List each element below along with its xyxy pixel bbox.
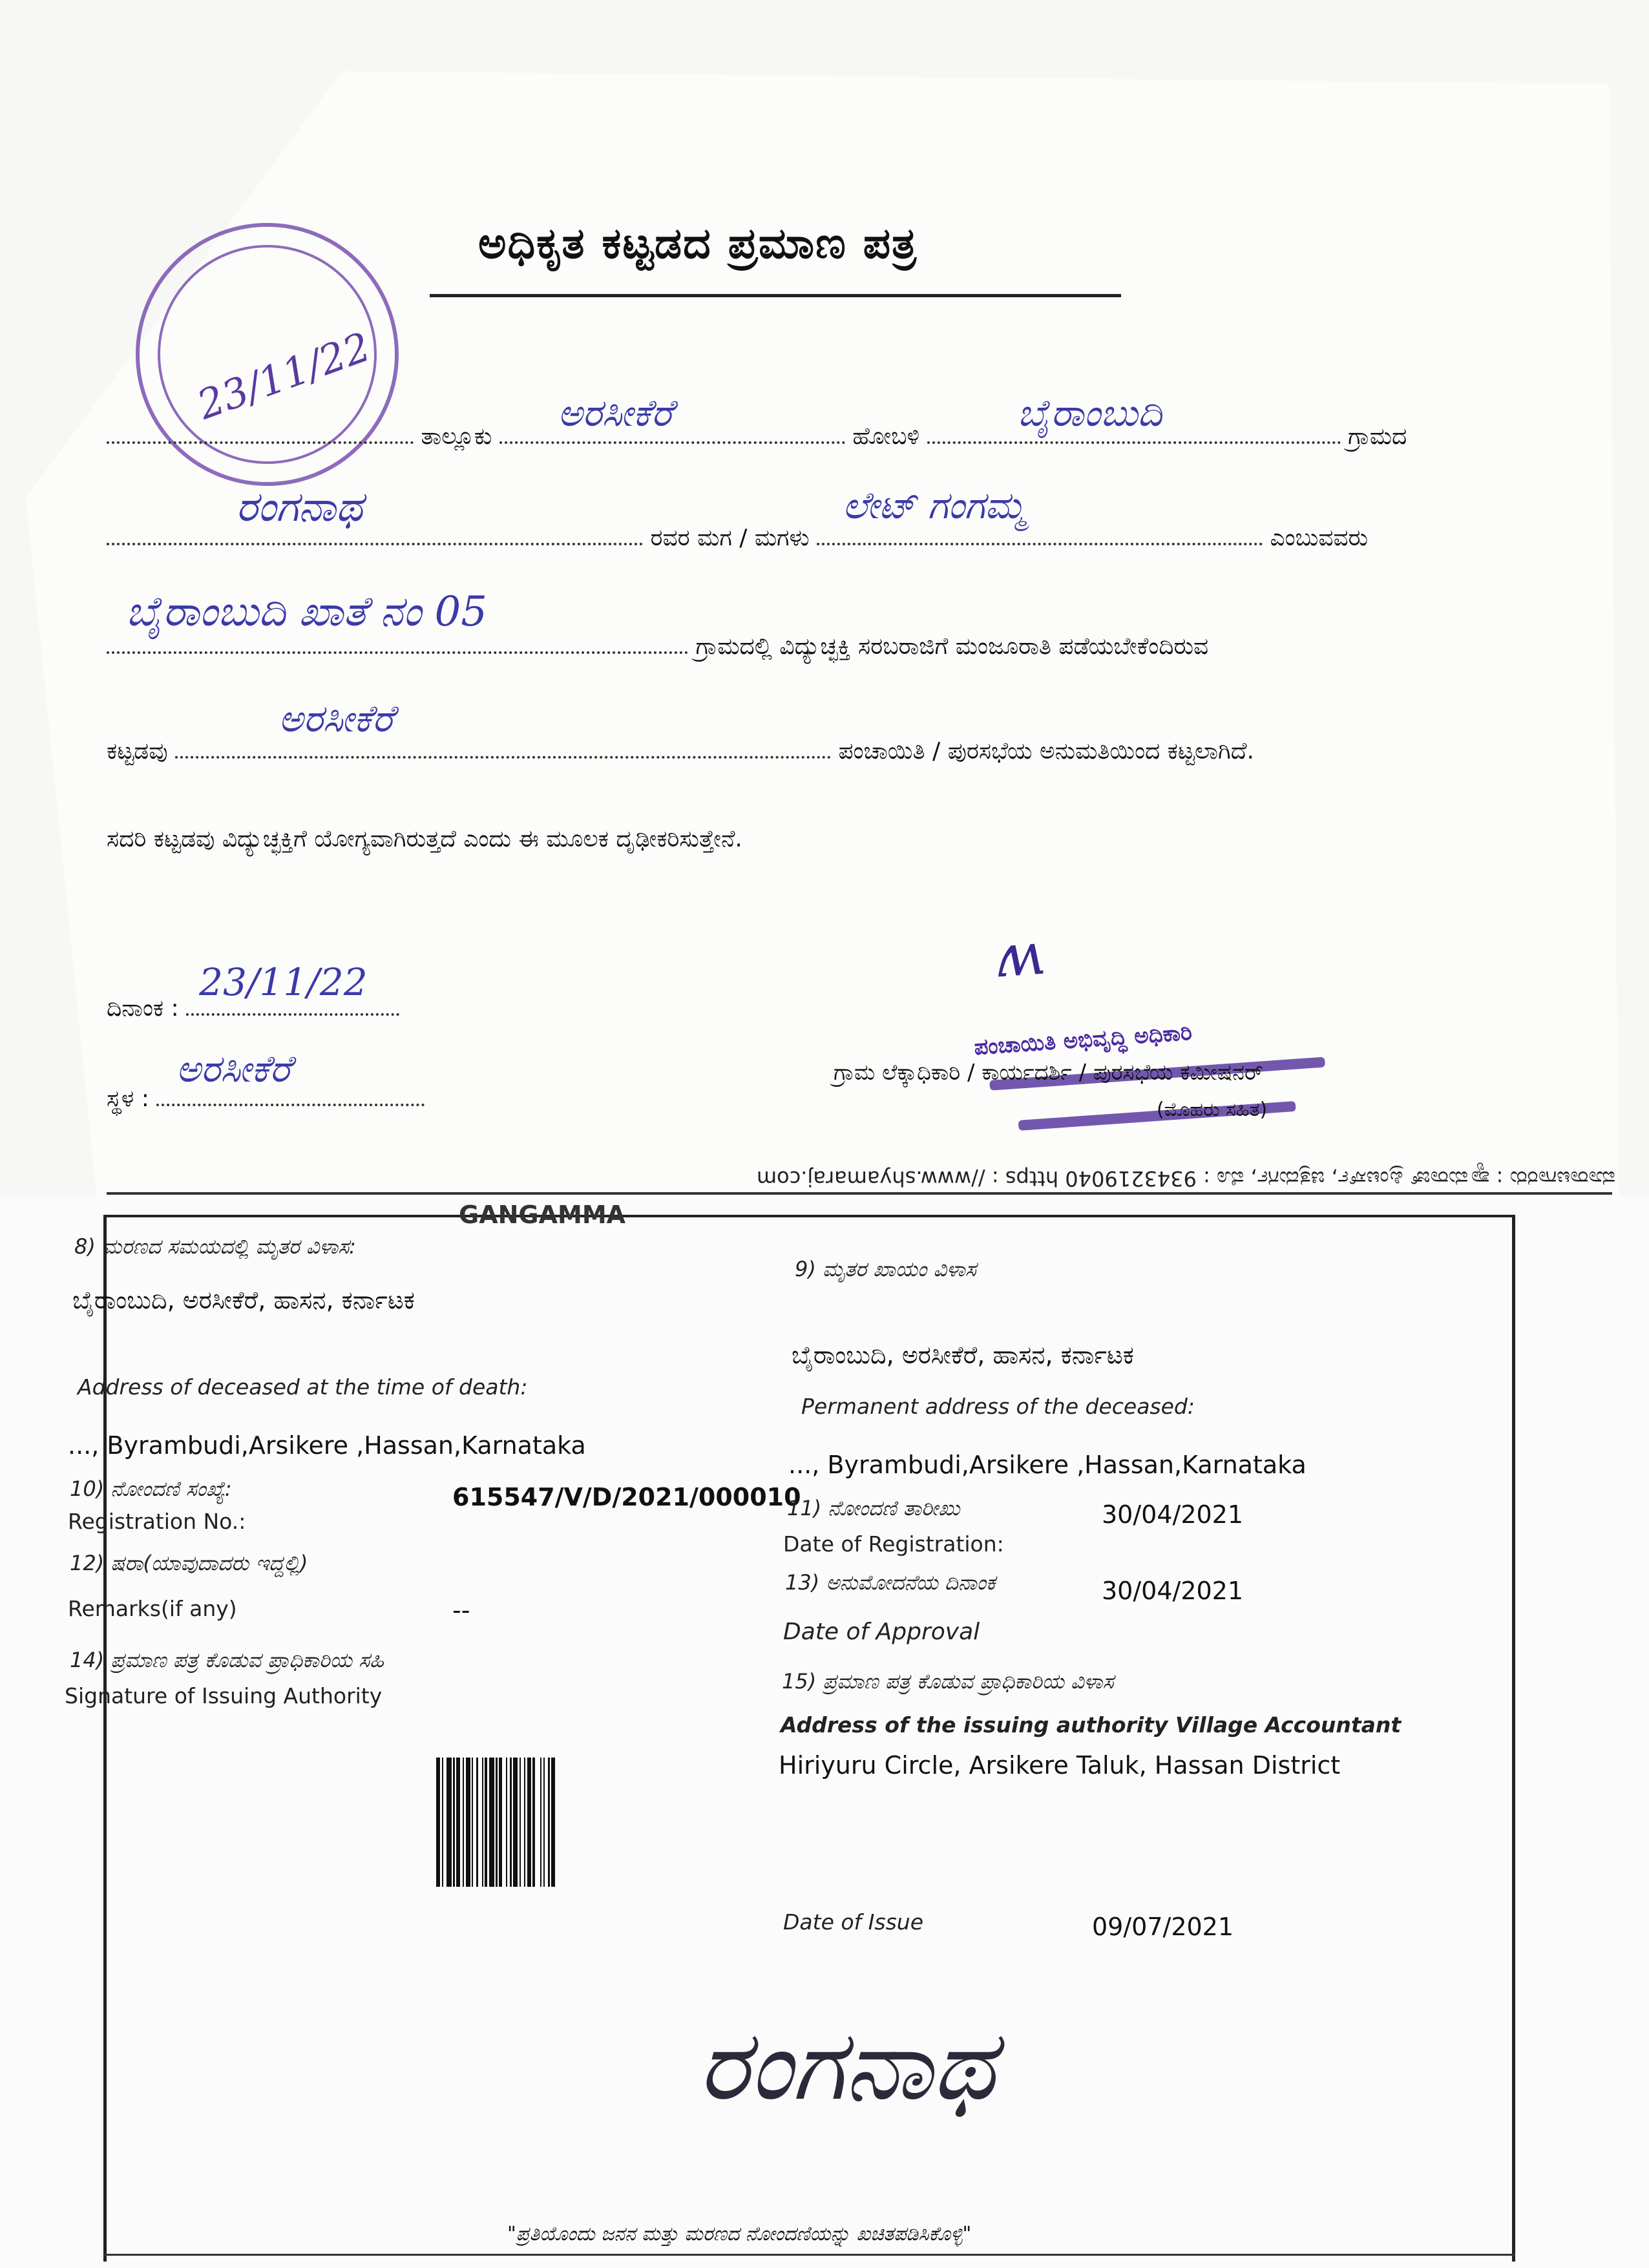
hobli-label: ಹೋಬಳಿ (852, 423, 920, 450)
taluk-value: ಅರಸೀಕೆರೆ (557, 391, 673, 435)
hobli-value: ಬೈರಾಂಬುದಿ (1017, 391, 1162, 435)
field11-kannada-label: 11) ನೋಂದಣಿ ತಾರೀಖು (787, 1496, 960, 1520)
building-value: ಅರಸೀಕೆರೆ (278, 697, 394, 740)
approval-date: 30/04/2021 (1102, 1577, 1244, 1605)
field11-english-label: Date of Registration: (783, 1531, 1004, 1557)
field14-english-label: Signature of Issuing Authority (65, 1683, 383, 1708)
village-label: ಗ್ರಾಮದ (1348, 423, 1407, 450)
field9-kannada-value: ಬೈರಾಂಬುದಿ, ಅರಸೀಕೆರೆ, ಹಾಸನ, ಕರ್ನಾಟಕ (792, 1341, 1134, 1369)
frame-left (103, 1215, 107, 2262)
registration-number: 615547/V/D/2021/000010 (452, 1483, 801, 1511)
field12-english-label: Remarks(if any) (68, 1596, 237, 1621)
issue-date: 09/07/2021 (1092, 1913, 1234, 1941)
printer-footer: ಮಾರಾಟಗಾರರು : ಶ್ಯಾಮರಾಜ್ ಪ್ರಿಂಟರ್ಸ್, ಚಿತ್ರದುರ್ಗ, ಮೊ : 9343219040 https : //www.shyamaraj.com (756, 1166, 1615, 1191)
place-value: ಅರಸೀಕೆರೆ (176, 1047, 291, 1091)
issuing-authority-address: Hiriyuru Circle, Arsikere Taluk, Hassan District (779, 1751, 1341, 1780)
bottom-rule (103, 2254, 1515, 2256)
field10-kannada-label: 10) ನೋಂದಣಿ ಸಂಖ್ಯೆ: (70, 1476, 232, 1501)
registration-slogan: "ಪ್ರತಿಯೊಂದು ಜನನ ಮತ್ತು ಮರಣದ ನೋಂದಣಿಯನ್ನು ಖಚಿತಪಡಿಸಿಕೊಳ್ಳಿ" (507, 2223, 972, 2245)
village-supply-text: ಗ್ರಾಮದಲ್ಲಿ ವಿದ್ಯುಚ್ಛಕ್ತಿ ಸರಬರಾಜಿಗೆ ಮಂಜೂರಾತಿ ಪಡೆಯಬೇಕೆಂದಿರುವ (695, 633, 1209, 660)
date-line: ದಿನಾಂಕ : 23/11/22 (107, 995, 399, 1022)
line-building (107, 697, 1254, 765)
field14-kannada-label: 14) ಪ್ರಮಾಣ ಪತ್ರ ಕೊಡುವ ಪ್ರಾಧಿಕಾರಿಯ ಸಹಿ (70, 1648, 384, 1672)
deceased-name: GANGAMMA (459, 1201, 626, 1229)
title-underline (430, 294, 1121, 297)
footer-rule (107, 1192, 1612, 1195)
field9-english-label: Permanent address of the deceased: (801, 1394, 1195, 1419)
field13-kannada-label: 13) ಅನುಮೋದನೆಯ ದಿನಾಂಕ (785, 1570, 996, 1595)
field9-kannada-label: 9) ಮೃತರ ಖಾಯಂ ವಿಳಾಸ (795, 1257, 976, 1281)
line-address (107, 588, 1209, 660)
signatory-designation: ಗ್ರಾಮ ಲೆಕ್ಕಾಧಿಕಾರಿ / ಕಾರ್ಯದರ್ಶಿ / ಪುರಸಭೆಯ ಕಮೀಷನರ್ (834, 1060, 1263, 1086)
field12-kannada-label: 12) ಷರಾ(ಯಾವುದಾದರು ಇದ್ದಲ್ಲಿ) (70, 1551, 308, 1575)
field15-english-label: Address of the issuing authority Village Accountant (781, 1712, 1402, 1738)
field13-english-label: Date of Approval (783, 1619, 980, 1645)
place-line: ಸ್ಥಳ : ಅರಸೀಕೆರೆ (107, 1086, 425, 1113)
relation-value: ಲೇಟ್ ಗಂಗಮ್ಮ (843, 483, 1026, 527)
property-address: ಬೈರಾಂಬುದಿ ಖಾತೆ ನಂ 05 (126, 588, 487, 636)
issue-date-label: Date of Issue (783, 1909, 923, 1935)
building-label: ಕಟ್ಟಡವು (107, 738, 168, 764)
frame-top (103, 1215, 1515, 1217)
barcode (436, 1758, 714, 1887)
field8-kannada-value: ಬೈರಾಂಬುದಿ, ಅರಸೀಕೆರೆ, ಹಾಸನ, ಕರ್ನಾಟಕ (72, 1286, 415, 1314)
relation-label: ರವರ ಮಗ / ಮಗಳು (650, 525, 810, 551)
line-taluk (107, 391, 1407, 450)
place-label: ಸ್ಥಳ (107, 1086, 134, 1112)
line-name (107, 483, 1369, 552)
field8-english-label: Address of deceased at the time of death: (78, 1374, 528, 1400)
date-label: ದಿನಾಂಕ (107, 995, 164, 1022)
panchayat-permission-text: ಪಂಚಾಯಿತಿ / ಪುರಸಭೆಯ ಅನುಮತಿಯಿಂದ ಕಟ್ಟಲಾಗಿದೆ. (838, 738, 1254, 764)
field15-kannada-label: 15) ಪ್ರಮಾಣ ಪತ್ರ ಕೊಡುವ ಪ್ರಾಧಿಕಾರಿಯ ವಿಳಾಸ (782, 1669, 1114, 1694)
field10-english-label: Registration No.: (68, 1509, 246, 1534)
issuer-signature: ರಂಗನಾಥ (698, 2010, 996, 2122)
signatory-seal-note: (ಮೊಹರು ಸಹಿತ) (1157, 1098, 1268, 1121)
certificate-title: ಅಧಿಕೃತ ಕಟ್ಟಡದ ಪ್ರಮಾಣ ಪತ್ರ (478, 218, 918, 268)
field9-english-value: ..., Byrambudi,Arsikere ,Hassan,Karnataka (788, 1451, 1307, 1479)
applicant-name: ರಂಗನಾಥ (236, 483, 363, 531)
stamp-handwritten-date: 23/11/22 (191, 322, 377, 429)
field8-kannada-label: 8) ಮರಣದ ಸಮಯದಲ್ಲಿ ಮೃತರ ವಿಳಾಸ: (74, 1234, 356, 1259)
referred-label: ಎಂಬುವವರು (1270, 525, 1369, 551)
taluk-label: ತಾಲ್ಲೂಕು (421, 423, 492, 450)
frame-right (1512, 1215, 1515, 2262)
field8-english-value: ..., Byrambudi,Arsikere ,Hassan,Karnataka (68, 1431, 586, 1460)
remarks-value: -- (452, 1596, 470, 1624)
date-value: 23/11/22 (199, 960, 368, 1004)
certification-statement: ಸದರಿ ಕಟ್ಟಡವು ವಿದ್ಯುಚ್ಛಕ್ತಿಗೆ ಯೋಗ್ಯವಾಗಿರುತ್ತದೆ ಎಂದು ಈ ಮೂಲಕ ದೃಢೀಕರಿಸುತ್ತೇನೆ. (107, 826, 742, 852)
official-stamp-text: ಪಂಚಾಯಿತಿ ಅಭಿವೃದ್ಧಿ ಅಧಿಕಾರಿ (973, 1019, 1193, 1061)
registration-date: 30/04/2021 (1102, 1500, 1244, 1529)
official-signature-mark: ʍ (991, 919, 1046, 991)
